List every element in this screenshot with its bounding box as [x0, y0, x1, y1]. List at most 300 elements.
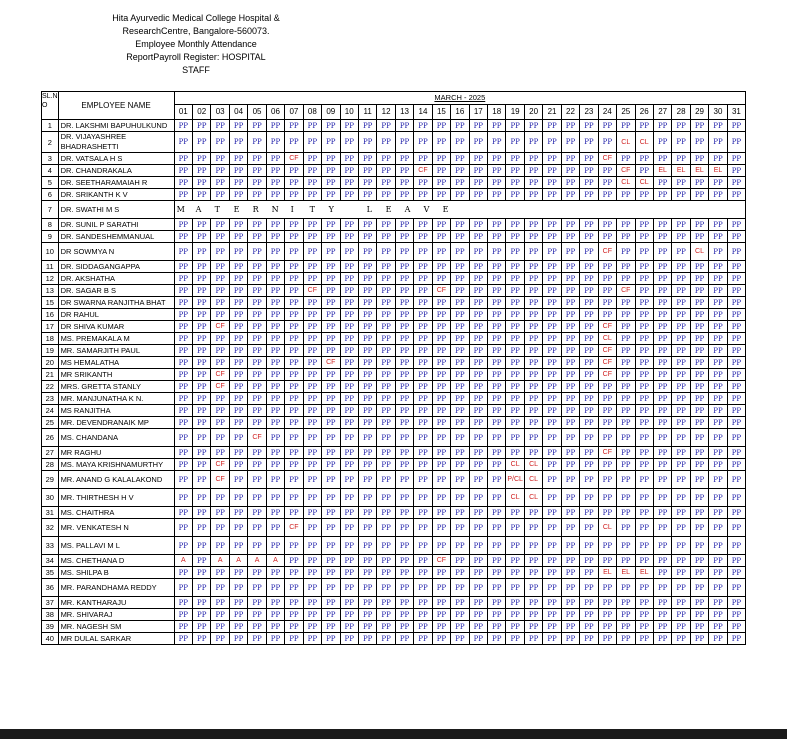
attendance-cell: PP	[414, 261, 432, 273]
attendance-cell: PP	[598, 621, 616, 633]
attendance-cell: PP	[248, 567, 266, 579]
attendance-cell: PP	[561, 309, 579, 321]
attendance-cell: PP	[506, 243, 524, 261]
attendance-cell: PP	[709, 345, 727, 357]
attendance-cell: PP	[690, 261, 708, 273]
attendance-cell: PP	[395, 393, 413, 405]
attendance-cell: CL	[598, 519, 616, 537]
day-number: 06	[266, 105, 284, 119]
attendance-cell: PP	[653, 537, 671, 555]
attendance-cell: PP	[174, 297, 192, 309]
attendance-cell: PP	[635, 357, 653, 369]
attendance-cell: PP	[211, 177, 229, 189]
attendance-cell: PP	[580, 597, 598, 609]
attendance-cell: PP	[211, 165, 229, 177]
employee-name: DR. SAGAR B S	[58, 285, 174, 297]
attendance-cell: PP	[451, 555, 469, 567]
attendance-cell: PP	[229, 405, 247, 417]
attendance-cell: PP	[469, 519, 487, 537]
attendance-cell: PP	[211, 519, 229, 537]
attendance-cell: PP	[211, 405, 229, 417]
employee-name: MR. KANTHARAJU	[58, 597, 174, 609]
attendance-cell: PP	[635, 120, 653, 132]
attendance-cell: PP	[211, 120, 229, 132]
attendance-cell: PP	[506, 285, 524, 297]
attendance-cell: PP	[377, 285, 395, 297]
attendance-cell: PP	[377, 189, 395, 201]
attendance-cell: PP	[340, 507, 358, 519]
day-number: 28	[671, 105, 689, 119]
attendance-cell: PP	[174, 321, 192, 333]
employee-name: DR. CHANDRAKALA	[58, 165, 174, 177]
attendance-cell: PP	[340, 489, 358, 507]
attendance-cell: PP	[322, 297, 340, 309]
attendance-cell: PP	[506, 555, 524, 567]
attendance-cell: PP	[598, 417, 616, 429]
attendance-cell: PP	[727, 219, 745, 231]
attendance-cell: PP	[229, 285, 247, 297]
sl-number: 17	[42, 321, 59, 333]
attendance-cell: PP	[303, 537, 321, 555]
attendance-cell: PP	[174, 273, 192, 285]
attendance-cell: PP	[266, 153, 284, 165]
attendance-cell: PP	[580, 429, 598, 447]
attendance-cell: PP	[266, 597, 284, 609]
attendance-cell: PP	[322, 447, 340, 459]
attendance-cell: PP	[653, 345, 671, 357]
attendance-cell: PP	[524, 177, 542, 189]
employee-name: MS HEMALATHA	[58, 357, 174, 369]
attendance-cell: PP	[543, 471, 561, 489]
attendance-cell: PP	[580, 417, 598, 429]
attendance-cell: PP	[598, 219, 616, 231]
attendance-cell: PP	[229, 417, 247, 429]
attendance-cell: PP	[506, 405, 524, 417]
attendance-cell: PP	[543, 381, 561, 393]
attendance-cell: PP	[248, 633, 266, 645]
attendance-cell: PP	[340, 567, 358, 579]
attendance-cell: PP	[229, 309, 247, 321]
attendance-cell: PP	[266, 507, 284, 519]
attendance-cell: PP	[451, 177, 469, 189]
attendance-cell: PP	[414, 219, 432, 231]
attendance-cell: PP	[174, 132, 192, 153]
attendance-cell: PP	[174, 597, 192, 609]
attendance-cell: PP	[543, 579, 561, 597]
attendance-cell: PP	[322, 537, 340, 555]
attendance-cell: PP	[561, 177, 579, 189]
attendance-cell: PP	[303, 489, 321, 507]
attendance-cell: PP	[414, 489, 432, 507]
attendance-cell: PP	[303, 447, 321, 459]
attendance-cell: PP	[432, 489, 450, 507]
attendance-cell: PP	[598, 261, 616, 273]
attendance-cell: PP	[322, 153, 340, 165]
attendance-cell: PP	[506, 333, 524, 345]
attendance-cell: PP	[580, 459, 598, 471]
attendance-cell: PP	[303, 177, 321, 189]
table-row	[42, 231, 746, 243]
attendance-cell: PP	[358, 369, 376, 381]
table-row	[42, 153, 746, 165]
attendance-cell: PP	[377, 165, 395, 177]
day-number: 22	[561, 105, 579, 119]
attendance-cell: PP	[358, 405, 376, 417]
attendance-cell: PP	[488, 579, 506, 597]
attendance-cell: PP	[340, 165, 358, 177]
attendance-cell: PP	[285, 447, 303, 459]
attendance-cell: PP	[285, 177, 303, 189]
table-row	[42, 165, 746, 177]
attendance-cell: PP	[358, 132, 376, 153]
attendance-cell: PP	[266, 471, 284, 489]
attendance-cell: CL	[506, 459, 524, 471]
employee-name: DR. LAKSHMI BAPUHULKUND	[58, 120, 174, 132]
attendance-cell: PP	[580, 357, 598, 369]
day-number: 07	[284, 105, 302, 119]
attendance-cell: PP	[451, 243, 469, 261]
attendance-cell: PP	[395, 333, 413, 345]
attendance-cell: PP	[524, 165, 542, 177]
attendance-cell: PP	[561, 153, 579, 165]
attendance-cell: PP	[193, 447, 211, 459]
attendance-cell: PP	[285, 345, 303, 357]
attendance-cell: PP	[174, 471, 192, 489]
attendance-cell: PP	[322, 489, 340, 507]
attendance-cell: PP	[727, 261, 745, 273]
attendance-cell: PP	[193, 489, 211, 507]
maternity-letter: E	[385, 205, 392, 214]
attendance-cell: PP	[635, 231, 653, 243]
attendance-cell: PP	[248, 219, 266, 231]
attendance-cell: PP	[414, 537, 432, 555]
attendance-cell: PP	[672, 633, 690, 645]
attendance-cell: PP	[395, 189, 413, 201]
attendance-cell: PP	[451, 621, 469, 633]
attendance-cell: PP	[229, 393, 247, 405]
attendance-cell: PP	[248, 285, 266, 297]
attendance-cell: PP	[727, 609, 745, 621]
attendance-cell: PP	[358, 357, 376, 369]
attendance-cell: PP	[672, 309, 690, 321]
attendance-cell: PP	[672, 297, 690, 309]
attendance-cell: PP	[193, 429, 211, 447]
table-row	[42, 261, 746, 273]
attendance-cell: PP	[469, 132, 487, 153]
attendance-cell: PP	[229, 153, 247, 165]
attendance-cell: PP	[617, 369, 635, 381]
attendance-cell: PP	[414, 120, 432, 132]
attendance-cell: PP	[340, 597, 358, 609]
attendance-cell: PP	[414, 321, 432, 333]
table-row	[42, 579, 746, 597]
attendance-cell: PP	[635, 621, 653, 633]
sl-number: 15	[42, 297, 59, 309]
attendance-cell: PP	[488, 621, 506, 633]
maternity-letter: L	[366, 205, 372, 214]
table-row	[42, 285, 746, 297]
sl-number: 5	[42, 177, 59, 189]
attendance-cell: PP	[322, 621, 340, 633]
attendance-cell: PP	[561, 273, 579, 285]
attendance-cell: PP	[672, 153, 690, 165]
attendance-cell: PP	[488, 567, 506, 579]
attendance-cell: A	[248, 555, 266, 567]
attendance-cell: PP	[303, 519, 321, 537]
attendance-cell: PP	[285, 393, 303, 405]
attendance-cell: PP	[248, 231, 266, 243]
attendance-cell: CF	[285, 153, 303, 165]
attendance-cell: PP	[709, 309, 727, 321]
attendance-cell: PP	[377, 153, 395, 165]
attendance-cell: PP	[174, 537, 192, 555]
attendance-cell: PP	[358, 447, 376, 459]
attendance-cell: PP	[266, 519, 284, 537]
attendance-cell: PP	[672, 345, 690, 357]
sl-number: 8	[42, 219, 59, 231]
table-row	[42, 120, 746, 132]
attendance-cell: PP	[451, 165, 469, 177]
attendance-cell: PP	[488, 345, 506, 357]
attendance-cell: PP	[580, 369, 598, 381]
attendance-cell: CL	[506, 489, 524, 507]
attendance-cell: PP	[524, 393, 542, 405]
attendance-cell: PP	[377, 537, 395, 555]
table-row	[42, 219, 746, 231]
attendance-cell: PP	[506, 261, 524, 273]
day-number: 09	[321, 105, 339, 119]
employee-name: MS. CHANDANA	[58, 429, 174, 447]
attendance-cell: PP	[358, 345, 376, 357]
attendance-cell: PP	[432, 429, 450, 447]
day-number: 31	[727, 105, 745, 119]
attendance-cell: PP	[432, 321, 450, 333]
attendance-cell: PP	[617, 405, 635, 417]
attendance-cell: PP	[432, 633, 450, 645]
attendance-cell: PP	[561, 132, 579, 153]
attendance-cell: PP	[506, 231, 524, 243]
attendance-cell: PP	[506, 597, 524, 609]
attendance-cell: PP	[432, 153, 450, 165]
attendance-cell: PP	[635, 609, 653, 621]
employee-name: DR. VATSALA H S	[58, 153, 174, 165]
attendance-cell: PP	[395, 621, 413, 633]
attendance-cell: PP	[358, 177, 376, 189]
attendance-cell: PP	[690, 153, 708, 165]
attendance-cell: PP	[229, 243, 247, 261]
attendance-cell: PP	[193, 393, 211, 405]
attendance-cell: PP	[690, 579, 708, 597]
attendance-cell: PP	[580, 447, 598, 459]
attendance-cell: PP	[211, 633, 229, 645]
attendance-cell: PP	[266, 357, 284, 369]
sl-number: 29	[42, 471, 59, 489]
attendance-cell: PP	[322, 285, 340, 297]
attendance-cell: PP	[709, 597, 727, 609]
attendance-cell: PP	[690, 537, 708, 555]
attendance-cell: PP	[193, 621, 211, 633]
attendance-cell: PP	[414, 153, 432, 165]
attendance-cell: PP	[432, 459, 450, 471]
attendance-cell: PP	[432, 165, 450, 177]
attendance-cell: PP	[432, 579, 450, 597]
attendance-cell: PP	[690, 357, 708, 369]
attendance-cell: PP	[248, 537, 266, 555]
attendance-cell: PP	[303, 429, 321, 447]
table-row	[42, 621, 746, 633]
attendance-cell: PP	[653, 231, 671, 243]
attendance-cell: PP	[709, 189, 727, 201]
attendance-cell: PP	[598, 429, 616, 447]
table-row	[42, 201, 746, 219]
sl-number: 2	[42, 132, 59, 153]
attendance-cell: PP	[469, 309, 487, 321]
attendance-cell: PP	[524, 219, 542, 231]
attendance-cell: PP	[248, 321, 266, 333]
attendance-cell: PP	[248, 345, 266, 357]
attendance-cell: PP	[432, 333, 450, 345]
attendance-cell: PP	[211, 393, 229, 405]
attendance-cell: PP	[580, 297, 598, 309]
attendance-cell: PP	[524, 120, 542, 132]
attendance-cell: PP	[469, 579, 487, 597]
attendance-cell: PP	[414, 417, 432, 429]
attendance-cell: PP	[414, 273, 432, 285]
attendance-cell: PP	[451, 285, 469, 297]
attendance-cell: PP	[653, 273, 671, 285]
attendance-cell: PP	[543, 405, 561, 417]
sl-number: 33	[42, 537, 59, 555]
attendance-cell: PP	[727, 537, 745, 555]
attendance-cell: PP	[580, 555, 598, 567]
attendance-cell: PP	[248, 597, 266, 609]
attendance-cell: PP	[727, 429, 745, 447]
attendance-cell: PP	[432, 405, 450, 417]
day-number: 17	[469, 105, 487, 119]
attendance-cell: PP	[248, 609, 266, 621]
attendance-cell: PP	[580, 219, 598, 231]
attendance-cell: PP	[229, 567, 247, 579]
attendance-cell: PP	[635, 369, 653, 381]
employee-name: MR. VENKATESH N	[58, 519, 174, 537]
table-row	[42, 132, 746, 153]
attendance-cell: PP	[598, 120, 616, 132]
attendance-cell: PP	[211, 597, 229, 609]
attendance-cell: PP	[174, 189, 192, 201]
attendance-cell: PP	[653, 507, 671, 519]
attendance-cell: PP	[174, 243, 192, 261]
attendance-cell: PP	[672, 132, 690, 153]
attendance-cell: PP	[635, 381, 653, 393]
report-header	[96, 12, 296, 77]
attendance-cell: PP	[690, 285, 708, 297]
attendance-cell: PP	[727, 231, 745, 243]
attendance-cell: PP	[358, 609, 376, 621]
employee-name: MS RANJITHA	[58, 405, 174, 417]
attendance-cell: PP	[561, 447, 579, 459]
attendance-cell: PP	[211, 153, 229, 165]
table-row	[42, 345, 746, 357]
attendance-cell: PP	[469, 357, 487, 369]
attendance-cell: PP	[690, 120, 708, 132]
employee-name: MR. PARANDHAMA REDDY	[58, 579, 174, 597]
attendance-cell: PP	[432, 471, 450, 489]
attendance-cell: PP	[248, 153, 266, 165]
attendance-cell: PP	[285, 321, 303, 333]
attendance-cell: PP	[617, 519, 635, 537]
attendance-cell: CF	[598, 243, 616, 261]
attendance-cell: PP	[432, 597, 450, 609]
attendance-cell: PP	[506, 381, 524, 393]
attendance-cell: PP	[377, 519, 395, 537]
attendance-cell: PP	[377, 405, 395, 417]
day-number: 01	[178, 107, 188, 116]
attendance-cell: PP	[653, 405, 671, 417]
attendance-cell: PP	[432, 519, 450, 537]
attendance-cell: PP	[193, 609, 211, 621]
attendance-cell: PP	[322, 345, 340, 357]
attendance-cell: PP	[506, 153, 524, 165]
attendance-cell: PP	[266, 189, 284, 201]
attendance-cell: PP	[635, 405, 653, 417]
attendance-cell: PP	[469, 471, 487, 489]
attendance-cell: PP	[543, 555, 561, 567]
attendance-cell: PP	[358, 489, 376, 507]
attendance-cell: PP	[229, 297, 247, 309]
attendance-cell: PP	[303, 120, 321, 132]
attendance-cell: PP	[653, 297, 671, 309]
attendance-cell: PP	[580, 177, 598, 189]
attendance-cell: PP	[543, 597, 561, 609]
attendance-cell: PP	[358, 417, 376, 429]
attendance-cell: PP	[488, 189, 506, 201]
attendance-cell: PP	[469, 243, 487, 261]
attendance-cell: PP	[672, 285, 690, 297]
attendance-cell: PP	[414, 405, 432, 417]
attendance-cell: PP	[193, 345, 211, 357]
attendance-cell: PP	[524, 189, 542, 201]
attendance-cell: PP	[358, 321, 376, 333]
attendance-cell: PP	[561, 555, 579, 567]
attendance-cell: PP	[358, 261, 376, 273]
attendance-cell: PP	[395, 429, 413, 447]
attendance-cell: PP	[543, 243, 561, 261]
attendance-cell: PP	[395, 120, 413, 132]
attendance-cell: PP	[229, 177, 247, 189]
attendance-cell: CF	[617, 165, 635, 177]
attendance-cell: PP	[395, 369, 413, 381]
attendance-cell: PP	[690, 369, 708, 381]
attendance-cell: PP	[635, 243, 653, 261]
attendance-cell: PP	[395, 273, 413, 285]
attendance-cell: PP	[322, 405, 340, 417]
attendance-cell: PP	[285, 507, 303, 519]
attendance-cell: PP	[211, 609, 229, 621]
attendance-cell: PP	[248, 189, 266, 201]
attendance-cell: PP	[285, 429, 303, 447]
attendance-cell: PP	[488, 243, 506, 261]
attendance-cell: PP	[690, 621, 708, 633]
employee-name: DR. SWATHI M S	[58, 201, 174, 219]
attendance-cell: PP	[377, 459, 395, 471]
attendance-cell: PP	[432, 357, 450, 369]
attendance-cell: PP	[451, 447, 469, 459]
attendance-cell: PP	[635, 153, 653, 165]
attendance-cell: PP	[248, 405, 266, 417]
sl-number: 32	[42, 519, 59, 537]
attendance-cell: PP	[727, 597, 745, 609]
attendance-cell: PP	[340, 243, 358, 261]
